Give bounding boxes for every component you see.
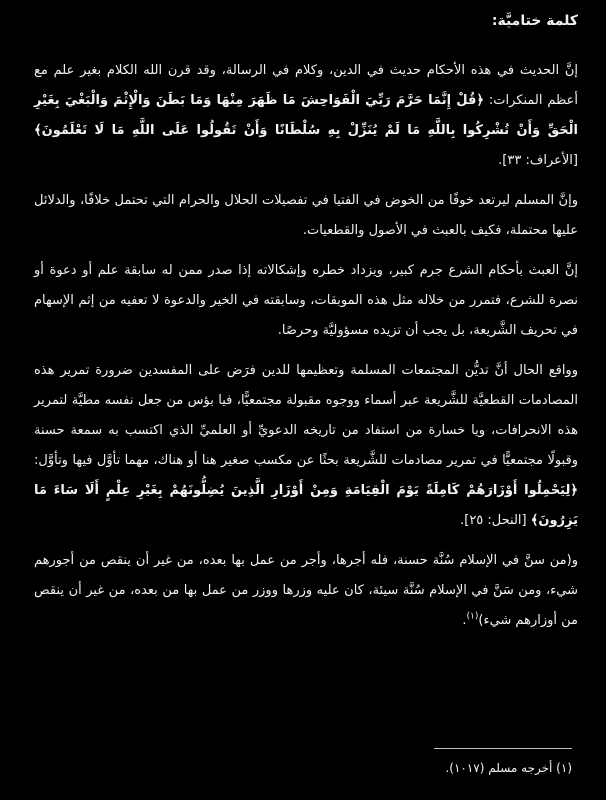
quran-verse-araf: ﴿قُلْ إِنَّمَا حَرَّمَ رَبِّيَ الْفَوَاحِشَ مَا ظَهَرَ مِنْهَا وَمَا بَطَنَ وَالْإِثْمَ وَالْبَغْيَ بِغَيْرِ الْحَقِّ وَأَنْ تُشْرِكُوا بِاللَّهِ مَا لَمْ يُنَزِّلْ بِهِ سُلْطَانًا وَأَنْ تَقُولُوا عَلَى اللَّهِ مَا لَا تَعْلَمُونَ﴾	[34, 93, 578, 138]
paragraph-3: إنَّ العبث بأحكام الشرع جرم كبير، ويزداد خطره وإشكالاته إذا صدر ممن له سابقة علم أو دعوة أو نصرة للشرع، فتمرر من خلاله مثل هذه الموبقات، وسابقته في الخير والدعوة لا تعفيه من إثم الإسهام في تحريف الشَّريعة، بل يجب أن تزيده مسؤوليَّة وحرصًا.	[34, 263, 578, 338]
paragraph-2: وإنَّ المسلم ليرتعد خوفًا من الخوض في الفتيا في تفصيلات الحلال والحرام التي تحتمل خلافًا، والدلائل عليها محتملة، فكيف بالعبث في الأصول والقطعيات.	[34, 193, 578, 238]
footnote-divider	[434, 748, 572, 749]
paragraph-5	[34, 546, 578, 636]
paragraph-1	[34, 56, 578, 176]
quran-verse-nahl: ﴿لِيَحْمِلُوا أَوْزَارَهُمْ كَامِلَةً يَوْمَ الْقِيَامَةِ وَمِنْ أَوْزَارِ الَّذِينَ يُضِلُّونَهُمْ بِغَيْرِ عِلْمٍ أَلَا سَاءَ مَا يَزِرُونَ﴾	[34, 483, 578, 528]
section-heading: كلمة ختاميَّة:	[491, 13, 578, 29]
paragraph-1-text: إنَّ الحديث في هذه الأحكام حديث في الدين، وكلام في الرسالة، وقد قرن الله الكلام بغير علم مع أعظم المنكرات:	[34, 63, 579, 108]
footnote: (١) أخرجه مسلم (١٠١٧).	[445, 761, 572, 775]
paragraph-5-end: .	[462, 613, 467, 628]
paragraph-4	[34, 356, 578, 536]
verse-reference-nahl: [النحل: ٢٥].	[460, 513, 531, 528]
paragraph-4-text: وواقع الحال أنَّ تديُّن المجتمعات المسلمة وتعظيمها للدين فرَض على المفسدين ضرورة تمرير هذه المصادمات القطعيَّة للشَّريعة عبر أسماء ووجوه مقبولة مجتمعيًّا، فيا بؤس من جعل نفسه مطيَّة لتمرير هذه الانحرافات، ويا خسارة من استفاد من تاريخه الدعويِّ أو العلميِّ الذي اكتسب به سمعة حسنة وقبولًا مجتمعيًّا في تمرير مصادمات للشَّريعة بحثًا عن مكسب صغير هنا أو هناك، مهما تأوَّل فيها وتأوَّل:	[34, 363, 578, 468]
paragraph-5-text: و(من سنَّ في الإسلام سُنَّة حسنة، فله أجرها، وأجر من عمل بها بعده، من غير أن ينقص من أجورهم شيء، ومن سَنَّ في الإسلام سُنَّة سيئة، كان عليه وزرها ووزر من عمل بها من بعده، من غير أن ينقص من أوزارهم شيء)	[34, 553, 578, 628]
verse-reference-araf: [الأعراف: ٣٣].	[498, 153, 578, 168]
footnote-marker[interactable]: (١)	[466, 611, 479, 622]
